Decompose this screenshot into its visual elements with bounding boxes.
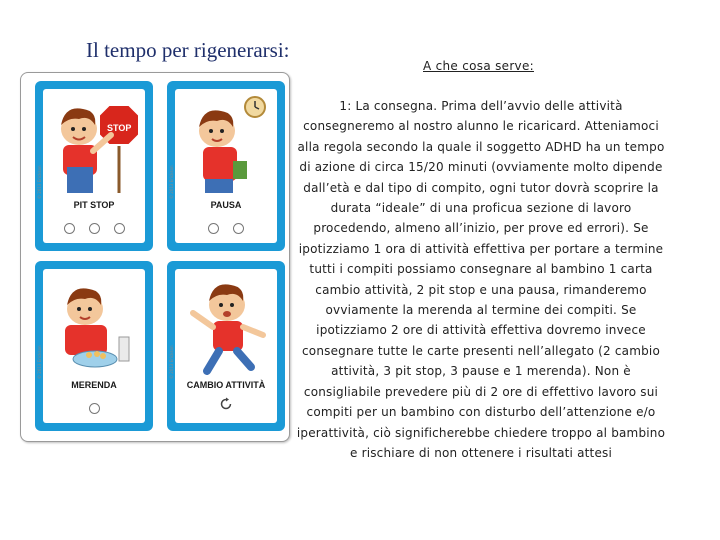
card-face xyxy=(37,269,145,423)
card-dots xyxy=(43,399,145,418)
refresh-icon xyxy=(219,397,233,411)
card-copyright: © 2013 Erickson xyxy=(169,165,174,199)
card-dots xyxy=(175,219,277,238)
body-text: 1: La consegna. Prima dell’avvio delle attività consegneremo al nostro alunno le ricaricard. Atteniamoci alla regola secondo la quale il soggetto ADHD ha un tempo di azione di circa 15/20 minuti (ovviamente molto dipende dall’età e dal tipo di compito, ogni tutor dovrà scoprire la durata “ideale” di una proficua sezione di lavoro procedendo, almeno all’inizio, per prove ed errori). Se ipotizziamo 1 ora di attività effettiva per portare a termine tutti i compiti possiamo consegnare al bambino 1 carta cambio attività, 2 pit stop e una pausa, rimanderemo ovviamente la merenda al termine dei compiti. Se ipotizziamo 2 ore di attività effettiva dovremo invece consegnare tutte le carte presenti nell’allegato (2 cambio attività, 3 pit stop, 3 pause e 1 merenda). Non è consigliabile prevedere più di 2 ore di effettivo lavoro sui compiti per un bambino con disturbo dell’attenzione e/o iperattività, ciò significherebbe chiedere troppo al bambino e rischiare di non ottenere i risultati attesi xyxy=(296,99,666,460)
boy-jumping-illustration xyxy=(181,275,271,375)
card-cambio-attivita xyxy=(167,261,285,431)
dot xyxy=(233,223,244,234)
dot xyxy=(114,223,125,234)
card-label: PIT STOP xyxy=(73,200,115,210)
boy-stop-sign-illustration xyxy=(49,95,139,195)
slide-title: Il tempo per rigenerarsi: xyxy=(86,38,290,62)
dot xyxy=(64,223,75,234)
card-copyright: © 2013 Erickson xyxy=(37,345,42,379)
boy-clock-illustration xyxy=(181,95,271,195)
card-face xyxy=(37,89,145,243)
card-copyright: © 2013 Erickson xyxy=(169,345,174,379)
boy-eating-illustration xyxy=(49,275,139,375)
dot xyxy=(89,403,100,414)
card-face xyxy=(169,269,277,423)
card-dots xyxy=(43,219,145,238)
stop-sign-text: STOP xyxy=(107,123,132,133)
card-label: MERENDA xyxy=(71,380,117,390)
card-label: PAUSA xyxy=(210,200,242,210)
card-face xyxy=(169,89,277,243)
cards-image xyxy=(20,72,290,442)
card-copyright: © 2013 Erickson xyxy=(37,165,42,199)
card-pit-stop xyxy=(35,81,153,251)
dot xyxy=(208,223,219,234)
card-label: CAMBIO ATTIVITÀ xyxy=(186,380,266,390)
card-merenda xyxy=(35,261,153,431)
dot xyxy=(89,223,100,234)
card-pausa xyxy=(167,81,285,251)
slide-subtitle: A che cosa serve: xyxy=(423,59,534,73)
